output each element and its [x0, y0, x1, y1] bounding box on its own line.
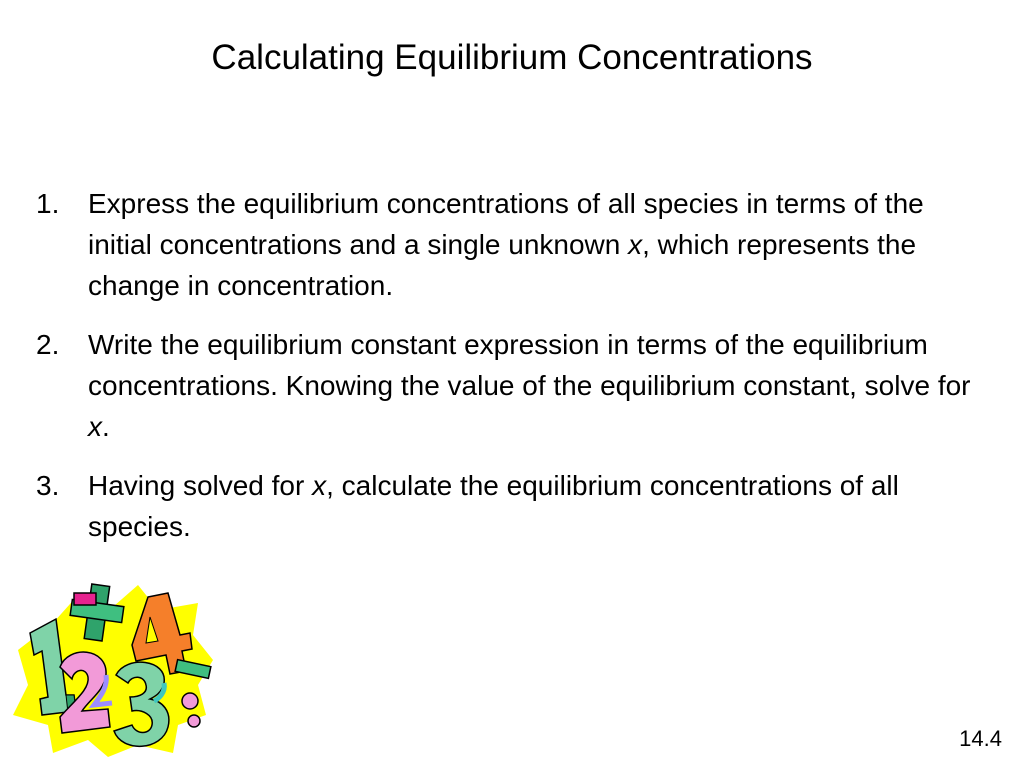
variable-x: x	[628, 229, 643, 260]
slide-number: 14.4	[959, 726, 1002, 751]
variable-x: x	[312, 470, 327, 501]
slide-title: Calculating Equilibrium Concentrations	[211, 38, 813, 77]
step-text	[88, 183, 976, 306]
step-number: 2.	[36, 329, 60, 360]
numbers-and-math-symbols-icon	[8, 575, 218, 760]
step-item-1	[36, 183, 976, 306]
step-item-3	[36, 465, 976, 547]
step-text	[88, 465, 976, 547]
variable-x: x	[88, 411, 102, 442]
step-text	[88, 324, 976, 447]
steps-list	[36, 183, 976, 565]
step-text-part: Having solved for	[88, 470, 313, 501]
step-text-part: , calculate the equilibrium concentrations of all species.	[88, 470, 899, 542]
step-text-part: .	[102, 411, 110, 442]
step-text-part: , which represents the change in concentration.	[88, 229, 917, 301]
step-number: 1.	[36, 188, 60, 219]
step-text-part: Write the equilibrium constant expression in terms of the equilibrium concentrations. Knowing the value of the equilibrium constant, solve for	[88, 329, 971, 401]
step-item-2	[36, 324, 976, 447]
step-text-part: Express the equilibrium concentrations of all species in terms of the initial concentrations and a single unknown	[88, 188, 924, 260]
step-number: 3.	[36, 470, 60, 501]
